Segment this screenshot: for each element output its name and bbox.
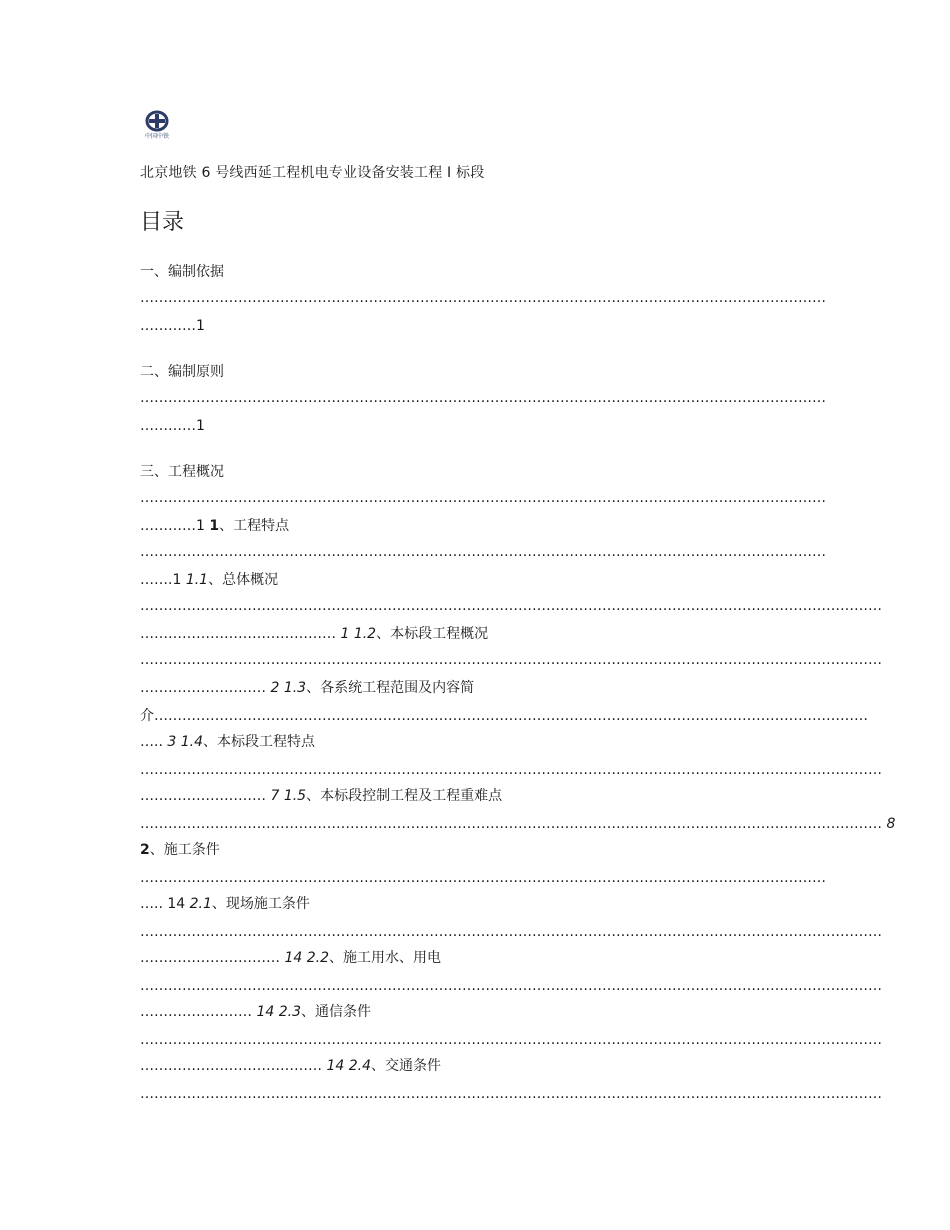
toc-entry-s13-cont: 介……………………………………………………………………………………………………………………………………… [140, 708, 868, 724]
toc-entry-s24[interactable]: ………………………………… 14 2.4、交通条件 [140, 1058, 441, 1074]
toc-entry-s11[interactable]: …….1 1.1、总体概况 [140, 572, 279, 588]
project-header: 北京地铁 6 号线西延工程机电专业设备安装工程 I 标段 [140, 165, 485, 181]
toc-leader: ………………………………………………………………………………………………………………………………… [140, 490, 826, 506]
svg-text:中国中铁: 中国中铁 [144, 133, 170, 140]
toc-title: 目录 [140, 210, 185, 235]
toc-leader: …………………………………………………………………………………………………………………………………………… [140, 1086, 882, 1102]
toc-entry-l3[interactable]: 三、工程概况 [140, 464, 224, 480]
toc-leader: …………………………………………………………………………………………………………………………………………… [140, 598, 882, 614]
toc-entry-s12[interactable]: …………………………………… 1 1.2、本标段工程概况 [140, 626, 489, 642]
toc-entry-s2[interactable]: 2、施工条件 [140, 842, 220, 858]
toc-entry-s22[interactable]: ………………………… 14 2.2、施工用水、用电 [140, 950, 441, 966]
toc-entry-page: …………1 [140, 318, 205, 334]
toc-entry-s15-page: …………………………………………………………………………………………………………………………………………… 8 [140, 816, 896, 832]
toc-leader: …………………………………………………………………………………………………………………………………………… [140, 762, 882, 778]
toc-leader: ………………………………………………………………………………………………………………………………… [140, 870, 826, 886]
toc-entry-s21[interactable]: ….. 14 2.1、现场施工条件 [140, 896, 310, 912]
toc-leader: ………………………………………………………………………………………………………………………………… [140, 390, 826, 406]
toc-entry-s23[interactable]: …………………… 14 2.3、通信条件 [140, 1004, 371, 1020]
toc-entry-page: …………1 [140, 418, 205, 434]
toc-entry-s15[interactable]: ……………………… 7 1.5、本标段控制工程及工程重难点 [140, 788, 503, 804]
toc-entry-l2[interactable]: 二、编制原则 [140, 364, 224, 380]
toc-entry-s1[interactable]: …………1 1、工程特点 [140, 518, 290, 534]
toc-leader: ………………………………………………………………………………………………………………………………… [140, 544, 826, 560]
toc-leader: …………………………………………………………………………………………………………………………………………… [140, 1032, 882, 1048]
company-logo-icon [140, 110, 174, 140]
toc-entry-l1[interactable]: 一、编制依据 [140, 264, 224, 280]
toc-entry-s14[interactable]: ….. 3 1.4、本标段工程特点 [140, 734, 315, 750]
toc-leader: …………………………………………………………………………………………………………………………………………… [140, 924, 882, 940]
toc-leader: …………………………………………………………………………………………………………………………………………… [140, 978, 882, 994]
toc-entry-s13[interactable]: ……………………… 2 1.3、各系统工程范围及内容简 [140, 680, 475, 696]
toc-leader: ………………………………………………………………………………………………………………………………… [140, 290, 826, 306]
toc-leader: …………………………………………………………………………………………………………………………………………… [140, 652, 882, 668]
